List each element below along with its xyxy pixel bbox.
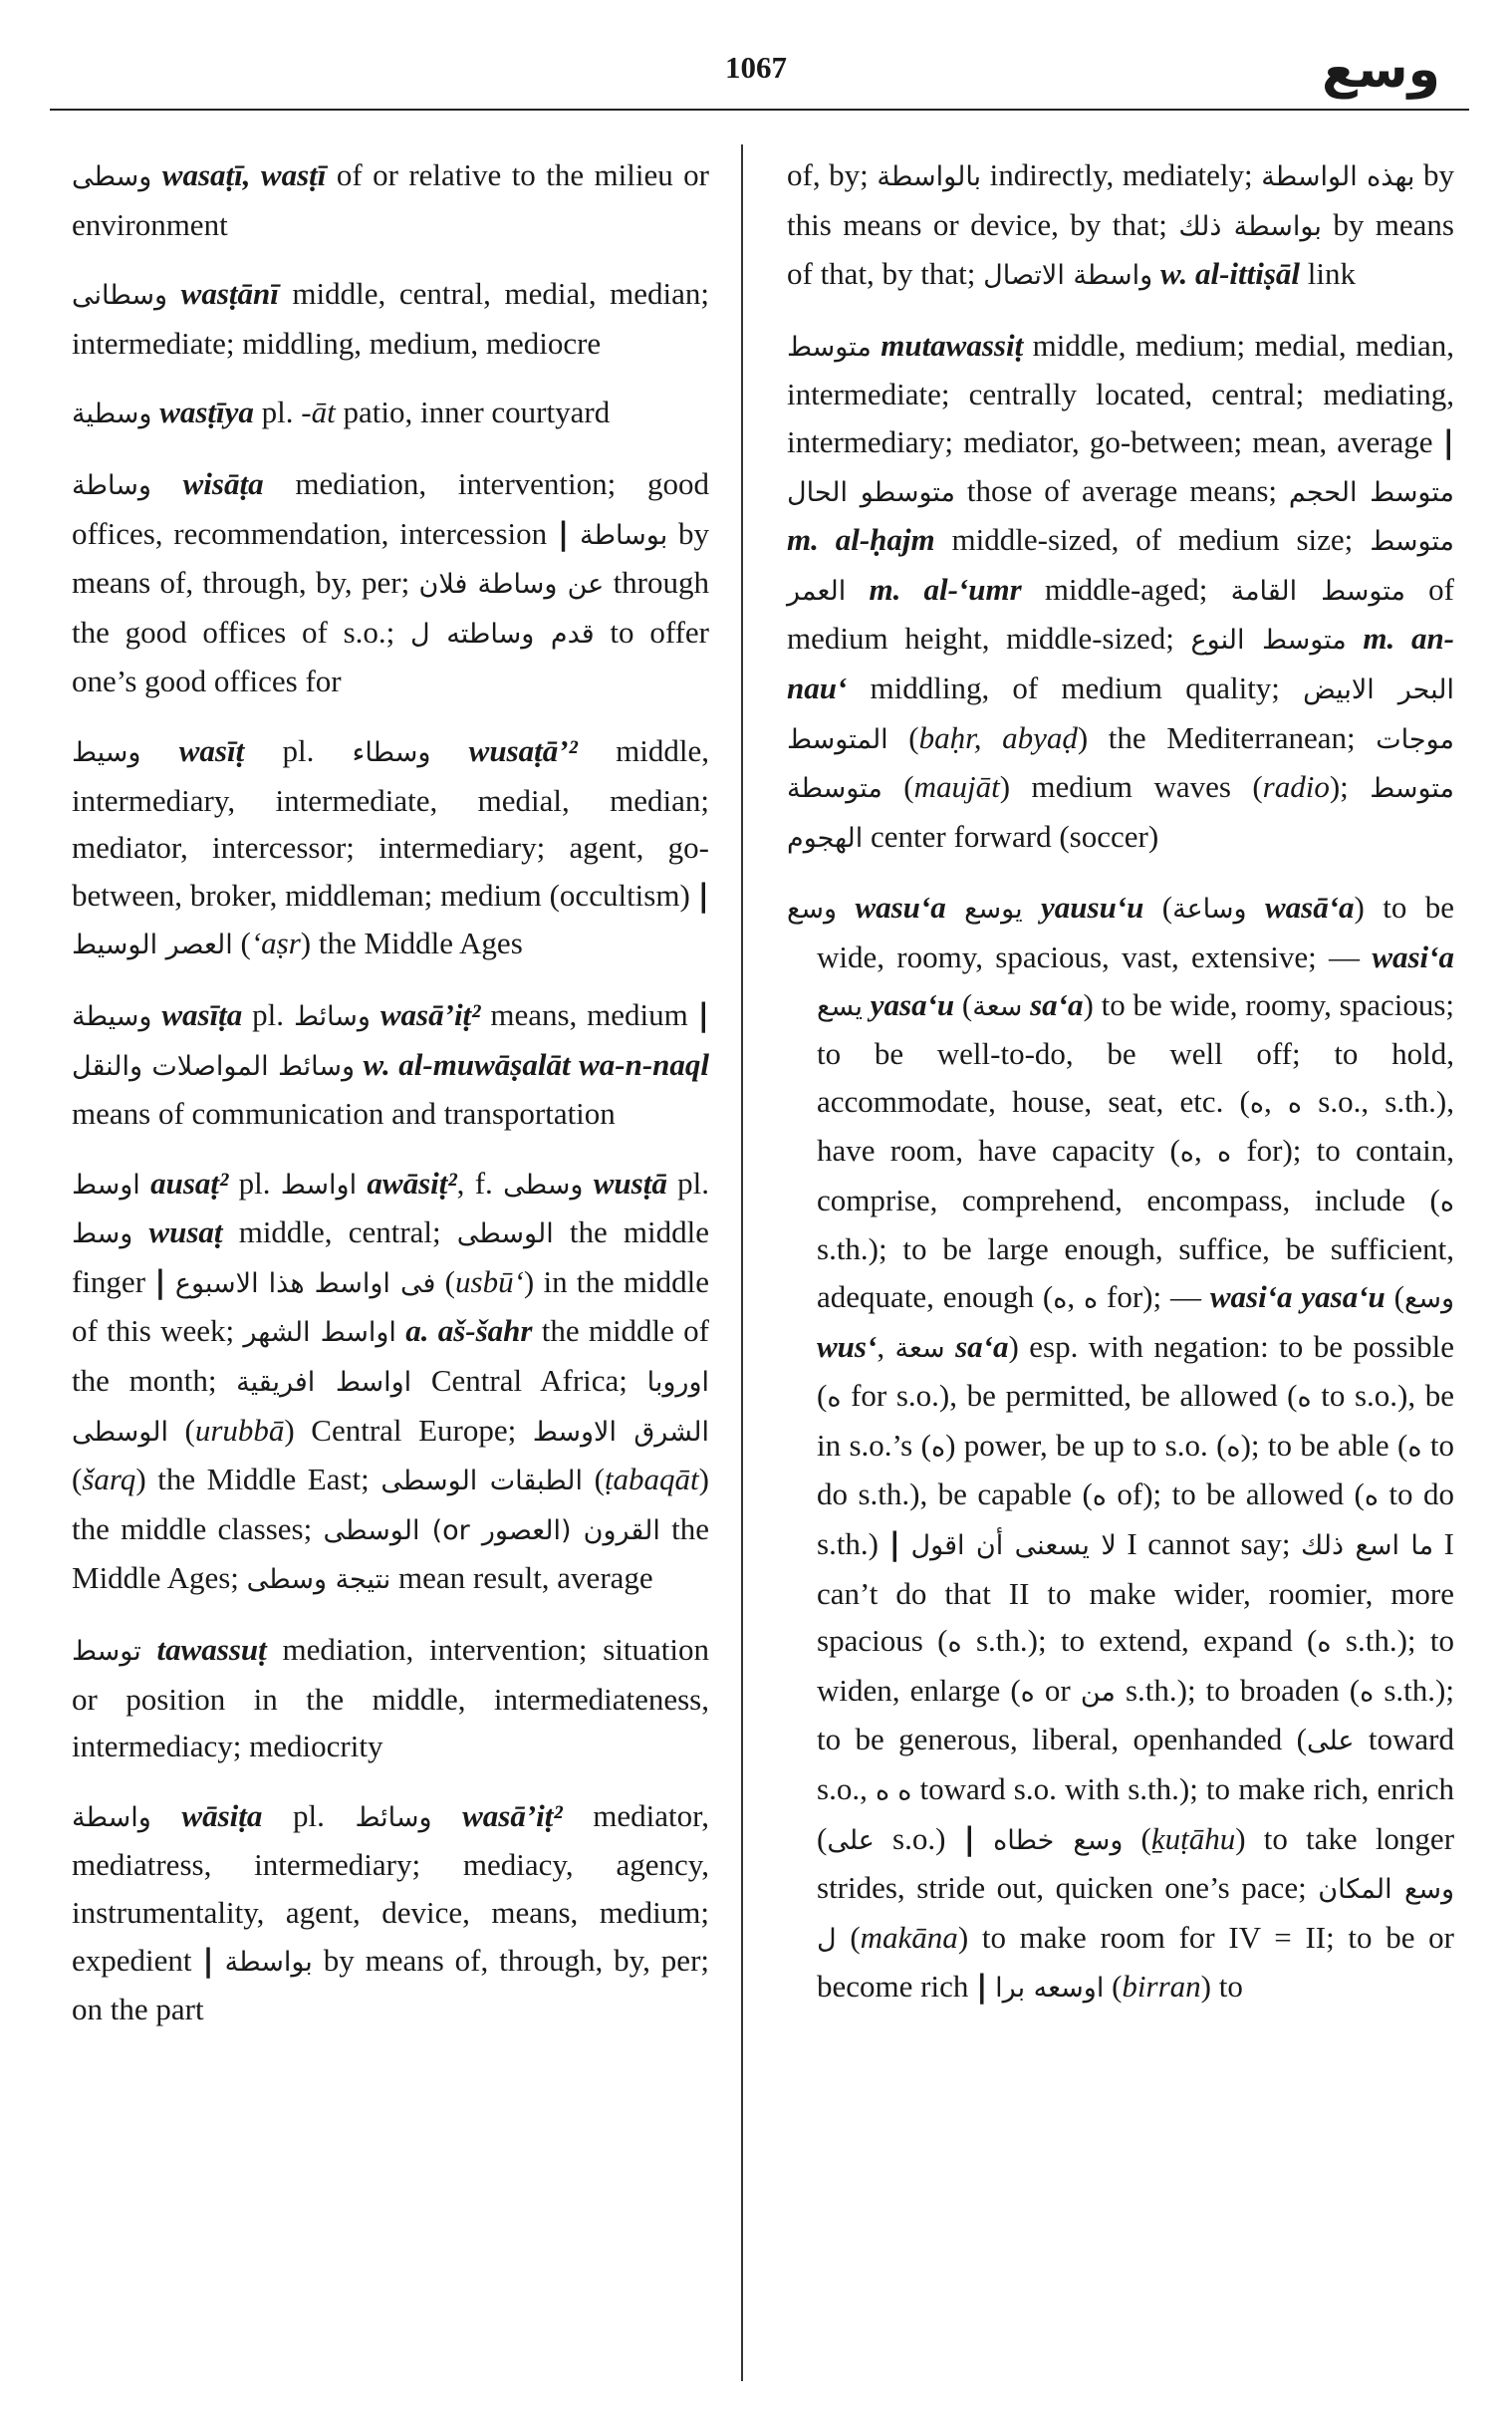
gloss-text: pl. — [262, 1797, 356, 1833]
arabic-term: متوسط الهجوم — [787, 773, 1455, 854]
gloss-text: to s.o.), be in s.o.’s ( — [817, 1378, 1454, 1463]
arabic-term: وسطانى — [72, 280, 168, 312]
dictionary-entry — [787, 322, 1454, 863]
gloss-text — [945, 1329, 955, 1364]
right-column — [787, 151, 1454, 2034]
italic-text: ‘aṣr — [250, 926, 301, 961]
arabic-term: ه — [1092, 1480, 1107, 1512]
transliteration: awāsiṭ² — [367, 1165, 457, 1201]
arabic-term: يوسع — [964, 894, 1023, 926]
transliteration: tawassuṭ — [156, 1632, 267, 1668]
gloss-text: ( — [887, 719, 919, 755]
separator-bar: | — [557, 515, 570, 552]
gloss-text: those of average means; — [955, 472, 1289, 508]
gloss-text: by means of that, by that; — [787, 206, 1454, 292]
gloss-text — [900, 1526, 911, 1561]
arabic-term: سعة — [894, 1332, 945, 1364]
gloss-text: link — [1300, 256, 1357, 292]
transliteration: w. al-ittiṣāl — [1159, 256, 1301, 292]
gloss-text: ( — [1385, 1279, 1404, 1315]
gloss-text: ) to — [1200, 1969, 1243, 2005]
gloss-text: to do s.th.) — [817, 1476, 1454, 1562]
transliteration: wasīṭa — [161, 996, 243, 1032]
arabic-term: اوسعه برا — [995, 1973, 1105, 2005]
gloss-text: , f. — [456, 1165, 504, 1201]
arabic-term: الوسطى — [456, 1218, 554, 1250]
italic-text: urubbā — [194, 1412, 285, 1448]
arabic-term: البحر الابيض المتوسط — [787, 673, 1454, 755]
arabic-term: قدم وساطته ل — [410, 618, 595, 650]
arabic-term: القرون (العصور or) الوسطى — [323, 1514, 660, 1546]
gloss-text: or — [1034, 1672, 1081, 1708]
gloss-text: s.o.) — [874, 1820, 964, 1856]
gloss-text — [430, 733, 468, 768]
gloss-text: ); — [1329, 769, 1371, 805]
separator-bar: | — [202, 1942, 214, 1979]
dictionary-entry — [72, 270, 709, 367]
dictionary-entry — [787, 151, 1454, 300]
gloss-text: s.th.); to extend, expand ( — [961, 1623, 1318, 1659]
arabic-term: وسع — [1403, 1283, 1455, 1315]
gloss-text: pl. — [244, 732, 353, 768]
italic-text: šarq — [82, 1462, 136, 1497]
arabic-term: اوسط — [72, 1169, 140, 1201]
arabic-term: ه — [947, 1627, 962, 1659]
arabic-term: على — [827, 1824, 875, 1856]
gloss-text: , — [877, 1328, 895, 1364]
gloss-text: ); to be able ( — [1240, 1427, 1408, 1463]
arabic-term: متوسط القامة — [1230, 575, 1405, 607]
gloss-text — [151, 157, 161, 192]
gloss-text: , — [1263, 1083, 1288, 1119]
gloss-text: I cannot say; — [1116, 1526, 1302, 1562]
gloss-text — [141, 1632, 157, 1667]
arabic-term: بهذه الواسطة — [1261, 161, 1415, 192]
gloss-text — [140, 1166, 150, 1201]
arabic-term: وسطى — [503, 1169, 584, 1201]
gloss-text: for); — — [1098, 1279, 1210, 1315]
arabic-term: ه — [1249, 1087, 1264, 1119]
gloss-text: ) in the middle of this week; — [72, 1263, 710, 1349]
gloss-text: the middle finger — [72, 1214, 709, 1299]
arabic-term: ه — [1020, 1676, 1035, 1708]
arabic-term: وسطية — [72, 399, 152, 430]
gloss-text: ( — [167, 1412, 195, 1448]
gloss-text: of); to be allowed ( — [1106, 1476, 1365, 1512]
italic-text: radio — [1262, 769, 1330, 805]
arabic-term: ه — [1179, 1137, 1194, 1169]
gloss-text — [569, 516, 580, 551]
arabic-term: الشرق الاوسط — [532, 1416, 709, 1448]
transliteration: mutawassiṭ — [881, 327, 1024, 363]
gloss-text — [132, 1214, 148, 1249]
guide-word: وسع — [1322, 40, 1440, 100]
transliteration: wāsiṭa — [181, 1797, 263, 1833]
arabic-term: وسط — [72, 1218, 133, 1250]
gloss-text: mediation, intervention; good offices, recommendation, intercession — [72, 465, 709, 551]
arabic-term: ه — [1226, 1431, 1241, 1463]
arabic-term: بواسطة ذلك — [1178, 210, 1322, 242]
arabic-term: متوسطو الحال — [787, 476, 956, 508]
arabic-term: وسائط المواصلات والنقل — [72, 1050, 355, 1082]
arabic-term: وسطى — [72, 161, 152, 192]
gloss-text — [151, 997, 161, 1032]
gloss-text: ) to be wide, roomy, spacious; to be well-to-do, be well off; to hold, accommodate, house, seat, etc. ( — [817, 986, 1455, 1119]
arabic-term: العصر الوسيط — [72, 930, 233, 961]
gloss-text: pl. — [228, 1165, 281, 1201]
transliteration: wasā‘a — [1264, 890, 1355, 926]
transliteration: m. al-ḥajm — [787, 522, 935, 558]
gloss-text — [837, 890, 855, 925]
gloss-text — [1247, 890, 1265, 925]
transliteration: wasṭīya — [159, 395, 254, 430]
gloss-text — [140, 733, 178, 768]
arabic-term: من — [1080, 1676, 1116, 1708]
gloss-text: mean result, average — [390, 1560, 653, 1596]
arabic-term: وساطة — [72, 469, 151, 501]
dictionary-entry — [72, 460, 709, 705]
arabic-term: وسطاء — [352, 736, 431, 768]
gloss-text: s.o., s.th.), have room, have capacity ( — [817, 1083, 1454, 1169]
separator-bar: | — [1442, 423, 1454, 460]
arabic-term: واسطة الاتصال — [983, 260, 1153, 292]
dictionary-entry — [72, 991, 709, 1138]
arabic-term: بالواسطة — [877, 161, 982, 192]
gloss-text — [371, 997, 380, 1032]
gloss-text: ) the middle classes; — [72, 1462, 709, 1546]
dictionary-entry — [72, 1792, 709, 2033]
separator-bar: | — [976, 1969, 988, 2006]
gloss-text: pl. — [242, 996, 294, 1032]
gloss-text: pl. — [666, 1165, 710, 1201]
gloss-text: ( — [1143, 890, 1173, 926]
italic-text: makāna — [860, 1919, 958, 1955]
gloss-text: ( — [72, 1462, 83, 1497]
gloss-text — [214, 1943, 225, 1978]
arabic-term: بوساطة — [579, 519, 668, 551]
gloss-text — [975, 1821, 993, 1856]
gloss-text — [396, 1313, 405, 1348]
gloss-text: middle, intermediary, intermediate, medial, median; mediator, intercessor; intermediary; agent, go-between, broker, middleman; medium (occultism) — [72, 732, 709, 913]
separator-bar: | — [154, 1263, 166, 1300]
gloss-text: middle-sized, of medium size; — [934, 522, 1371, 558]
dictionary-entry — [787, 884, 1454, 2012]
dictionary-entry — [72, 727, 709, 969]
transliteration: wasi‘a — [1372, 939, 1454, 974]
column-divider — [741, 144, 743, 2381]
gloss-text: indirectly, mediately; — [981, 157, 1262, 192]
arabic-term: يسع — [817, 990, 863, 1022]
arabic-term: على — [1306, 1726, 1355, 1757]
gloss-text: to offer one’s good offices for — [72, 614, 709, 699]
transliteration: m. an-nau‘ — [787, 621, 1455, 705]
gloss-text: ) to be wide, roomy, spacious, vast, extensive; — — [817, 890, 1455, 974]
gloss-text — [1023, 890, 1041, 925]
arabic-term: متوسط العمر — [787, 526, 1454, 607]
gloss-text — [167, 276, 181, 311]
gloss-text: s.th.); to be large enough, suffice, be sufficient, adequate, enough ( — [817, 1231, 1454, 1315]
gloss-text — [1152, 256, 1160, 291]
separator-bar: | — [963, 1820, 975, 1857]
gloss-text: ( — [435, 1263, 455, 1299]
gloss-text: middle, central, medial, median; intermediate; middling, medium, mediocre — [72, 276, 710, 361]
gloss-text — [846, 572, 869, 607]
gloss-text: ( — [836, 1919, 861, 1955]
gloss-text — [863, 987, 871, 1022]
italic-text: maujāt — [913, 769, 1000, 805]
transliteration: yasa‘u — [870, 986, 955, 1022]
gloss-text: ( — [954, 986, 973, 1022]
arabic-term: فى اواسط هذا الاسبوع — [174, 1267, 436, 1299]
arabic-term: ه — [1364, 1480, 1379, 1512]
transliteration: wasu‘a — [855, 890, 946, 926]
gloss-text: of, by; — [787, 157, 878, 192]
gloss-text: of or relative to the milieu or environment — [72, 157, 710, 242]
gloss-text: Central Africa; — [411, 1363, 647, 1399]
gloss-text: s.th.); to broaden ( — [1115, 1672, 1361, 1708]
gloss-text: middle, central; — [222, 1214, 457, 1250]
arabic-term: وساعة — [1172, 894, 1247, 926]
gloss-text: ) the Middle Ages — [300, 926, 523, 961]
gloss-text: by this means or device, by that; — [787, 157, 1455, 242]
italic-text: -āt — [301, 395, 336, 430]
gloss-text — [355, 1047, 364, 1082]
dictionary-entry — [72, 1626, 709, 1770]
header-rule — [50, 109, 1469, 111]
gloss-text: middle, medium; medial, median, intermediate; centrally located, central; mediating, intermediary; mediator, go-between; mean, average — [787, 327, 1454, 459]
arabic-term: وسع — [787, 894, 838, 926]
transliteration: wusṭā — [593, 1165, 667, 1201]
gloss-text: for); to contain, comprise, comprehend, encompass, include ( — [817, 1133, 1455, 1217]
transliteration: wasaṭī, wasṭī — [161, 157, 327, 192]
arabic-term: ه — [930, 1431, 946, 1463]
arabic-term: اواسط الشهر — [243, 1317, 396, 1349]
gloss-text — [166, 1264, 175, 1299]
arabic-term: وسائط — [293, 1000, 371, 1032]
gloss-text: middle-aged; — [1021, 571, 1231, 607]
arabic-term: وسع خطاه — [993, 1824, 1124, 1856]
gloss-text: ) to make room for IV = II; to be or become rich — [817, 1919, 1454, 2005]
arabic-term: اواسط — [280, 1169, 358, 1201]
gloss-text: means, medium — [480, 996, 698, 1032]
transliteration: wasīṭ — [178, 732, 245, 768]
gloss-text: the Middle Ages; — [72, 1510, 709, 1596]
transliteration: wasi‘a yasa‘u — [1209, 1279, 1386, 1315]
gloss-text — [872, 328, 881, 363]
italic-text: baḥr, abyaḍ — [918, 719, 1078, 755]
gloss-text: ( — [882, 769, 914, 805]
italic-text: birran — [1122, 1969, 1201, 2005]
arabic-term: ه — [875, 1775, 890, 1806]
transliteration: sa‘a — [1030, 986, 1084, 1022]
arabic-term: ه — [1360, 1676, 1375, 1708]
gloss-text: patio, inner courtyard — [335, 395, 611, 430]
transliteration: ausaṭ² — [150, 1165, 229, 1201]
italic-text: ṭabaqāt — [604, 1462, 699, 1497]
gloss-text: ( — [1123, 1820, 1151, 1856]
arabic-term: ه — [1297, 1382, 1312, 1414]
transliteration: wasā’iṭ² — [379, 996, 481, 1032]
gloss-text: ( — [583, 1462, 605, 1497]
left-column — [72, 151, 709, 2055]
gloss-text — [151, 1798, 182, 1833]
gloss-text: toward s.o. with s.th.); to make rich, enrich ( — [817, 1771, 1454, 1856]
gloss-text: ( — [1104, 1969, 1123, 2005]
gloss-text — [583, 1166, 593, 1201]
gloss-text: s.th.); to be generous, liberal, openhanded ( — [817, 1672, 1454, 1757]
arabic-term: متوسط الحجم — [1288, 476, 1454, 508]
arabic-term: وسيطة — [72, 1000, 152, 1032]
italic-text: usbū‘ — [455, 1263, 524, 1299]
gloss-text: pl. — [253, 395, 302, 430]
arabic-term: بواسطة — [224, 1946, 313, 1978]
arabic-term: وسيط — [72, 736, 141, 768]
arabic-term: متوسط النوع — [1190, 625, 1347, 657]
separator-bar: | — [697, 877, 709, 914]
arabic-term: ه — [1287, 1087, 1303, 1119]
arabic-term: ه — [1439, 1186, 1454, 1217]
arabic-term: ه — [1216, 1137, 1232, 1169]
gloss-text: ) esp. with negation: to be possible ( — [817, 1328, 1455, 1414]
arabic-term: اوروبا الوسطى — [72, 1367, 709, 1448]
arabic-term: لا يسعنى أن اقول — [910, 1530, 1117, 1562]
gloss-text: of medium height, middle-sized; — [787, 571, 1455, 657]
gloss-text: ) medium waves ( — [999, 769, 1263, 805]
transliteration: w. al-muwāṣalāt wa-n-naql — [363, 1046, 709, 1082]
transliteration: yausu‘u — [1041, 890, 1144, 926]
transliteration: wasṭānī — [180, 276, 279, 312]
dictionary-entry — [72, 389, 709, 438]
transliteration: wusaṭ — [148, 1214, 223, 1250]
gloss-text — [357, 1166, 367, 1201]
gloss-text: mediator, mediatress, intermediary; mediacy, agency, instrumentality, agent, device, means, medium; expedient — [72, 1797, 709, 1978]
gloss-text: ) to take longer strides, stride out, quicken one’s pace; — [817, 1820, 1455, 1906]
italic-text: ḵuṭāhu — [1150, 1820, 1236, 1856]
transliteration: wusaṭā’² — [468, 732, 578, 768]
gloss-text: s.th.); to widen, enlarge ( — [817, 1623, 1454, 1708]
dictionary-entry — [72, 151, 709, 248]
arabic-term: توسط — [72, 1636, 141, 1668]
gloss-text — [151, 466, 183, 501]
gloss-text — [946, 890, 964, 925]
arabic-term: نتيجة وسطى — [246, 1564, 391, 1596]
gloss-text: ) the Mediterranean; — [1077, 719, 1377, 755]
gloss-text: by means of, through, by, per; — [72, 515, 710, 601]
arabic-term: متوسط — [787, 331, 872, 363]
gloss-text: ) Central Europe; — [284, 1412, 533, 1448]
arabic-term: عن وساطة فلان — [418, 569, 605, 601]
separator-bar: | — [697, 996, 709, 1033]
arabic-term: اواسط افريقية — [236, 1367, 412, 1399]
gloss-text: by means of, through, by, per; on the part — [72, 1942, 709, 2027]
gloss-text: the middle of the month; — [72, 1313, 709, 1399]
transliteration: wisāṭa — [182, 465, 264, 501]
gloss-text: mediation, intervention; situation or position in the middle, intermediateness, intermediacy; mediocrity — [72, 1632, 710, 1764]
transliteration: a. aš-šahr — [405, 1313, 533, 1349]
arabic-term: ه — [897, 1775, 912, 1806]
gloss-text: ( — [232, 926, 251, 961]
separator-bar: | — [888, 1526, 900, 1563]
gloss-text: for s.o.), be permitted, be allowed ( — [841, 1378, 1298, 1414]
gloss-text — [1022, 987, 1030, 1022]
gloss-text — [1347, 621, 1364, 656]
gloss-text: toward s.o., — [817, 1722, 1454, 1806]
gloss-text — [987, 1969, 995, 2004]
transliteration: wasā’iṭ² — [462, 1797, 563, 1833]
arabic-term: سعة — [972, 990, 1023, 1022]
gloss-text: ) power, be up to s.o. ( — [945, 1427, 1227, 1463]
transliteration: wus‘ — [817, 1328, 878, 1364]
gloss-text: , — [1067, 1279, 1084, 1315]
arabic-term: ه — [1053, 1283, 1068, 1315]
arabic-term: الطبقات الوسطى — [380, 1466, 584, 1497]
gloss-text: center forward (soccer) — [863, 818, 1159, 854]
gloss-text: I can’t do that II to make wider, roomier, more spacious ( — [817, 1526, 1455, 1659]
gloss-text: means of communication and transportation — [72, 1096, 616, 1132]
gloss-text: through the good offices of s.o.; — [72, 565, 710, 650]
gloss-text: ) the Middle East; — [135, 1462, 381, 1497]
arabic-term: وسع المكان ل — [817, 1874, 1454, 1955]
page-number: 1067 — [725, 50, 787, 85]
transliteration: m. al-‘umr — [869, 571, 1022, 607]
arabic-term: ما اسع ذلك — [1301, 1530, 1434, 1562]
arabic-term: موجات متوسطة — [787, 723, 1454, 805]
arabic-term: وسائط — [355, 1801, 432, 1833]
transliteration: sa‘a — [955, 1328, 1009, 1364]
gloss-text: to do s.th.), be capable ( — [817, 1427, 1455, 1512]
gloss-text: , — [1193, 1133, 1217, 1169]
gloss-text — [432, 1798, 463, 1833]
gloss-text: middling, of medium quality; — [847, 670, 1304, 705]
arabic-term: ه — [1084, 1283, 1099, 1315]
dictionary-entry — [72, 1160, 709, 1604]
arabic-term: ه — [827, 1382, 842, 1414]
arabic-term: ه — [1317, 1627, 1332, 1659]
arabic-term: ه — [1407, 1431, 1422, 1463]
arabic-term: واسطة — [72, 1801, 151, 1833]
